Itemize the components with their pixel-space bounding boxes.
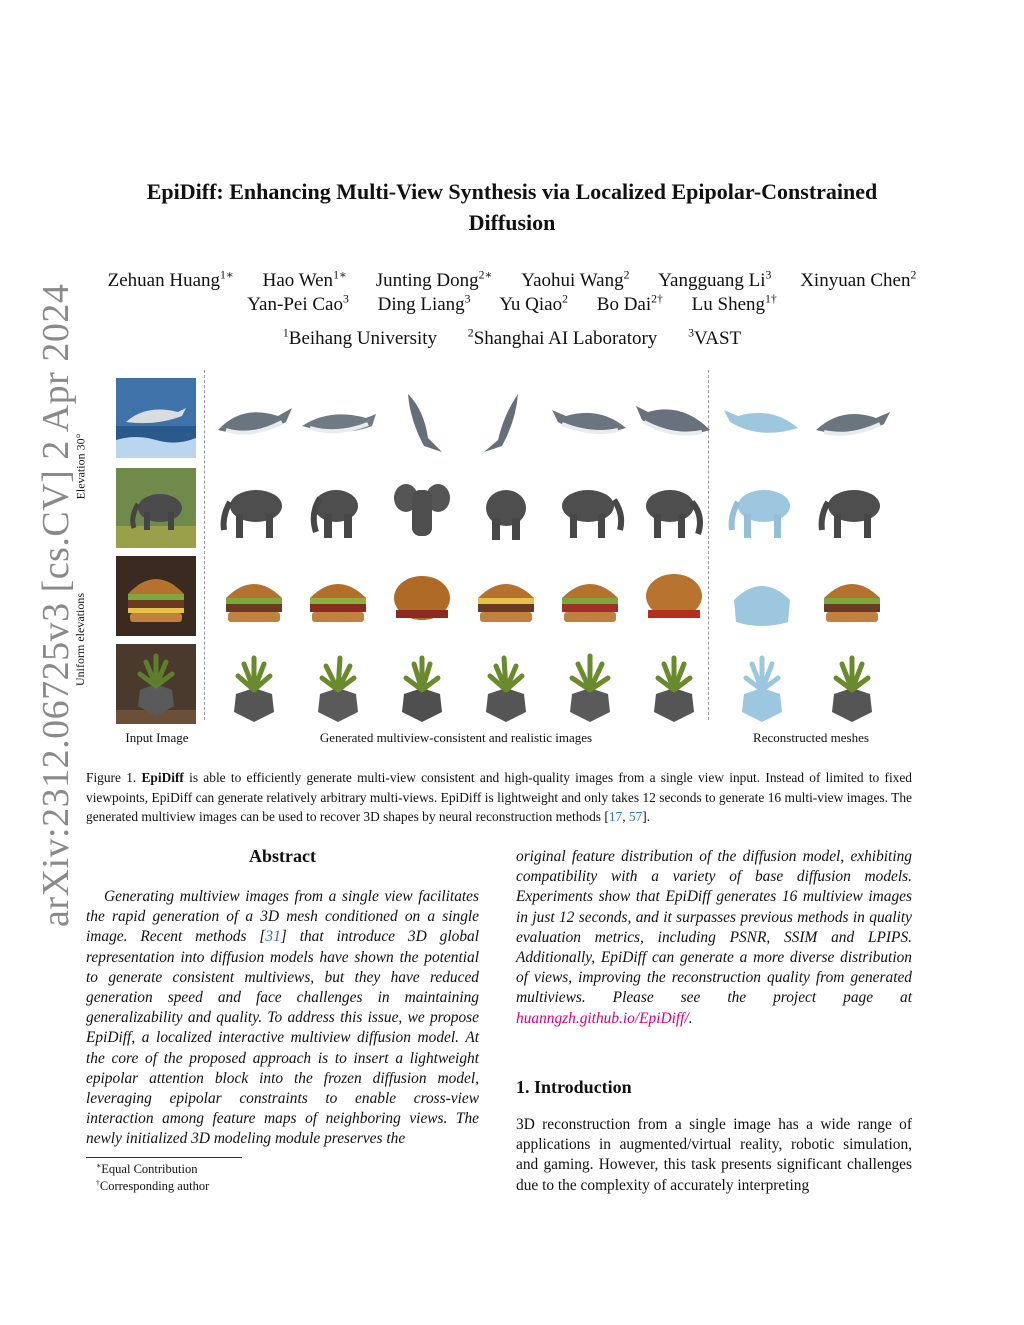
mesh-plant — [720, 648, 804, 730]
citation-link[interactable]: 31 — [265, 928, 281, 946]
author: Ding Liang$^3$ — [377, 292, 471, 315]
input-image-dolphin — [116, 378, 196, 458]
paper-title — [60, 176, 964, 238]
author: Yan-Pei Cao$^3$ — [247, 292, 349, 315]
generated-plant — [632, 648, 716, 730]
reconstructed-plant — [810, 648, 894, 730]
input-image-burger — [116, 556, 196, 636]
row-label-uniform: Uniform elevations — [72, 593, 87, 686]
generated-dolphin — [464, 380, 548, 462]
mesh-dolphin — [720, 380, 804, 462]
generated-burger — [212, 560, 296, 642]
abstract-body-left: Generating multiview images from a single view facilitates the rapid generation of a 3D mesh conditioned on a single image. Recent methods [31] that introduce 3D global representation into diffusion models have shown the potential to generate consistent multiviews, but they have reduced generation speed and face challenges in maintaining generalizability and quality. To address this issue, we propose EpiDiff, a localized interactive multiview diffusion model. At the core of the proposed approach is to insert a lightweight epipolar attention block into the frozen diffusion model, leveraging epipolar constraints to enable cross-view interaction among feature maps of neighboring views. The newly initialized 3D modeling module preserves the — [86, 888, 479, 1148]
generated-plant — [296, 648, 380, 730]
author: Yangguang Li$^3$ — [658, 268, 772, 291]
generated-dolphin — [632, 380, 716, 462]
author-list-row-2 — [60, 294, 964, 316]
generated-dolphin — [296, 380, 380, 462]
affiliations — [60, 328, 964, 350]
generated-elephant — [296, 470, 380, 552]
generated-elephant — [212, 470, 296, 552]
row-label-elevation: Elevation 30° — [73, 433, 88, 500]
generated-plant — [464, 648, 548, 730]
generated-burger — [548, 560, 632, 642]
author: Xinyuan Chen$^2$ — [800, 268, 917, 291]
generated-dolphin — [548, 380, 632, 462]
column-label-meshes: Reconstructed meshes — [753, 730, 869, 745]
citation-link[interactable]: 17 — [608, 809, 623, 824]
affiliation: $^3$VAST — [688, 326, 742, 349]
reconstructed-elephant — [810, 470, 894, 552]
introduction-heading: 1. Introduction — [516, 1077, 632, 1097]
mesh-burger — [720, 560, 804, 642]
figure-1 — [72, 370, 928, 760]
generated-elephant — [464, 470, 548, 552]
reconstructed-burger — [810, 560, 894, 642]
author: Hao Wen$^{1∗}$ — [262, 268, 347, 291]
figure-caption: Figure 1. EpiDiff is able to efficiently generate multi-view consistent and high-quality images from a single view input. Instead of limited to fixed viewpoints, EpiDiff can generate relatively arbitrary multi-views. EpiDiff is lightweight and only takes 12 seconds to generate 16 multi-view images. The generated multiview images can be used to recover 3D shapes by neural reconstruction methods [17, 57]. — [86, 770, 913, 824]
affiliation: $^2$Shanghai AI Laboratory — [467, 326, 658, 349]
generated-burger — [296, 560, 380, 642]
generated-elephant — [632, 470, 716, 552]
mesh-elephant — [720, 470, 804, 552]
title-line-2: Diffusion — [468, 210, 556, 235]
input-image-elephant — [116, 468, 196, 548]
generated-burger — [464, 560, 548, 642]
footnote: ∗Equal Contribution — [96, 1160, 198, 1176]
abstract-body-right: original feature distribution of the diffusion model, exhibiting compatibility with a variety of base diffusion models. Experiments show that EpiDiff generates 16 multiview images in just 12 seconds, and it surpasses previous methods in quality evaluation metrics, including PSNR, SSIM and LPIPS. Additionally, EpiDiff can generate a more diverse distribution of views, improving the reconstruction quality from generated multiviews. Please see the project page at huanngzh.github.io/EpiDiff/. — [516, 848, 912, 1027]
reconstructed-dolphin — [810, 380, 894, 462]
column-label-input: Input Image — [125, 730, 189, 745]
arxiv-identifier: arXiv:2312.06725v3 [cs.CV] 2 Apr 2024 — [35, 283, 77, 927]
generated-elephant — [380, 470, 464, 552]
generated-plant — [380, 648, 464, 730]
author: Zehuan Huang$^{1∗}$ — [107, 268, 234, 291]
generated-plant — [548, 648, 632, 730]
column-label-generated: Generated multiview-consistent and realistic images — [319, 730, 593, 745]
separator-left — [204, 370, 205, 720]
generated-burger — [632, 560, 716, 642]
author: Bo Dai$^{2\dagger}$ — [596, 292, 663, 315]
author: Yu Qiao$^2$ — [499, 292, 569, 315]
footnote: †Corresponding author — [96, 1177, 210, 1193]
introduction-body: 3D reconstruction from a single image has a wide range of applications in augmented/virtual reality, robotic simulation, and gaming. However, this task presents significant challenges due to the complexity of accurately interpreting — [516, 1116, 912, 1194]
author: Junting Dong$^{2∗}$ — [375, 268, 493, 291]
project-page-link[interactable]: huanngzh.github.io/EpiDiff/ — [516, 1009, 689, 1027]
generated-dolphin — [380, 380, 464, 462]
title-line-1: EpiDiff: Enhancing Multi-View Synthesis via Localized Epipolar-Constrained — [146, 179, 878, 204]
generated-burger — [380, 560, 464, 642]
generated-elephant — [548, 470, 632, 552]
abstract-heading: Abstract — [249, 846, 316, 866]
citation-link[interactable]: 57 — [628, 809, 643, 824]
footnote-rule — [86, 1157, 242, 1158]
generated-plant — [212, 648, 296, 730]
generated-dolphin — [212, 380, 296, 462]
author: Yaohui Wang$^2$ — [521, 268, 630, 291]
author-list-row-1 — [60, 270, 964, 292]
author: Lu Sheng$^{1\dagger}$ — [691, 292, 777, 315]
input-image-plant — [116, 644, 196, 724]
affiliation: $^1$Beihang University — [282, 326, 438, 349]
